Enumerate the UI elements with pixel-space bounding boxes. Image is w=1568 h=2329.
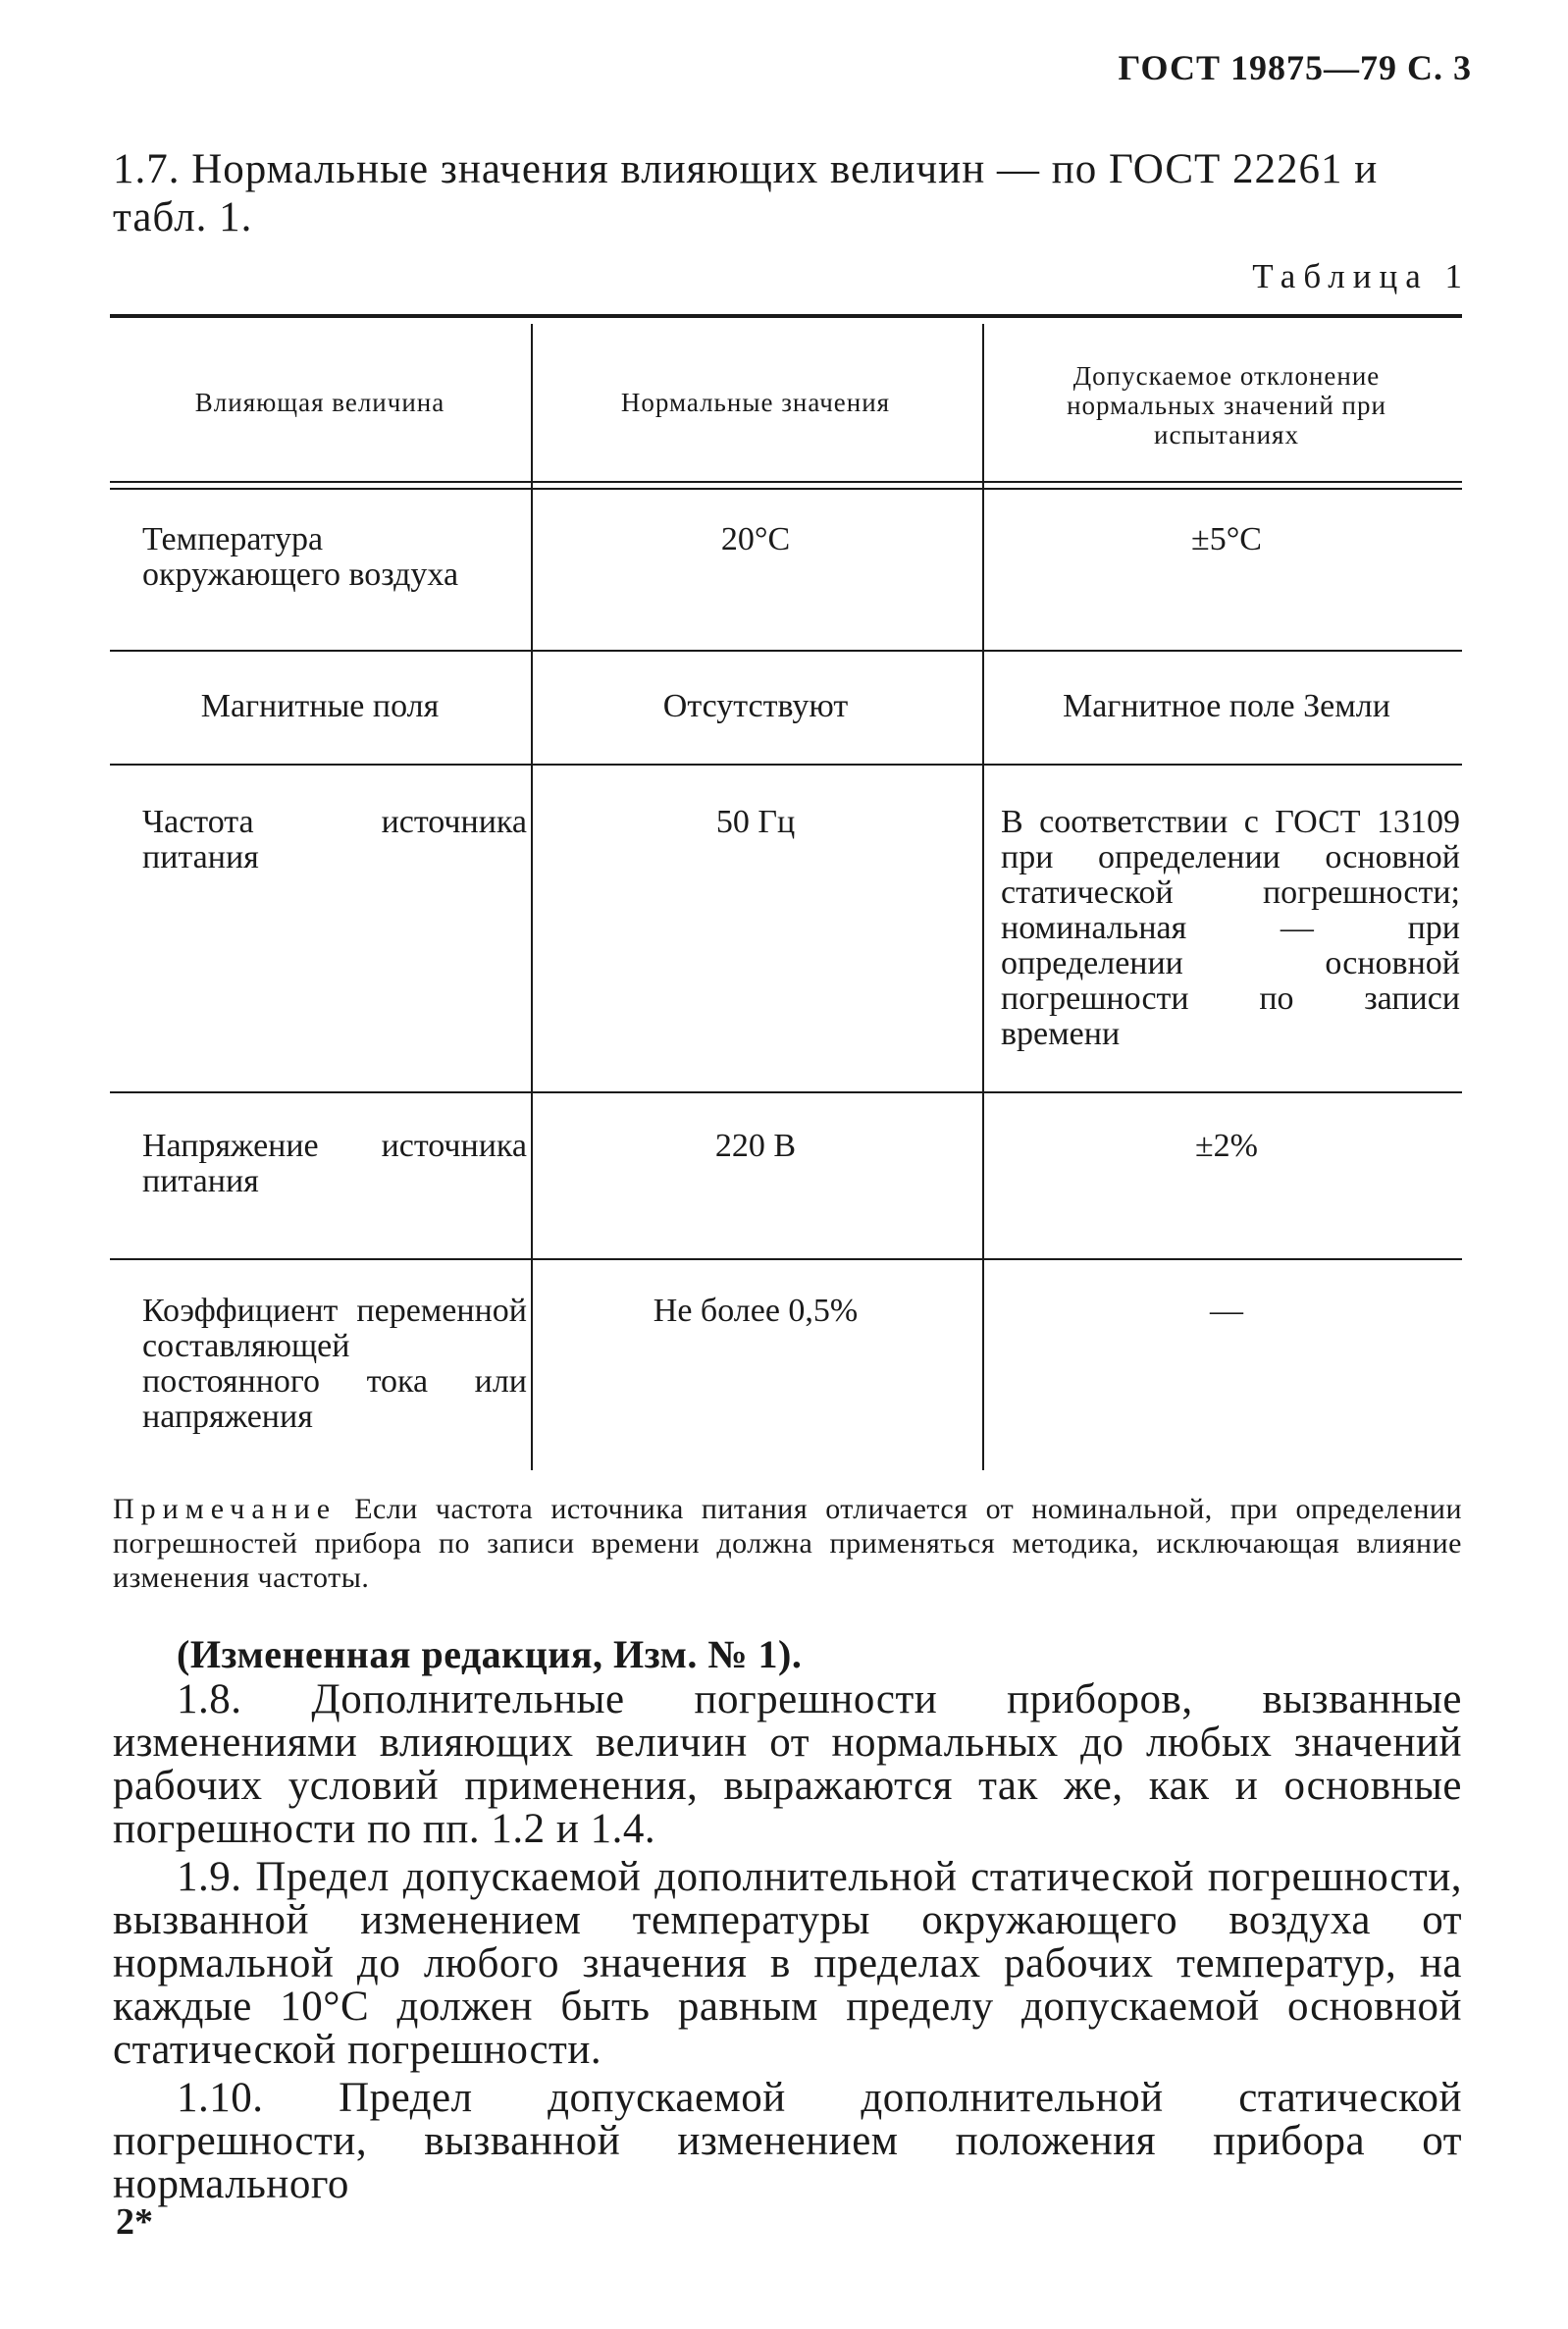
table-row-normal: 20°C: [720, 521, 791, 557]
section-1-8: 1.8. Дополнительные погрешности приборов, вызванные изменениями влияющих величин от нормальных до любых значений рабочих условий применения, выражаются так же, как и основные погрешности по пп. 1.2 и 1.4.: [113, 1676, 1462, 1852]
table-row-quantity: Напряжение источника питания: [142, 1128, 527, 1199]
note-text: Если частота источника питания отличается от номинальной, при определении погрешностей прибора по записи времени должна применяться методика, исключающая влияние изменения частоты.: [113, 1493, 1463, 1594]
row-separator: [110, 1091, 1462, 1093]
table-row-normal: Не более 0,5%: [653, 1293, 859, 1329]
table-row-quantity: Коэффициент переменной составляющей постоянного тока или напряжения: [142, 1293, 527, 1435]
section-1-9: 1.9. Предел допускаемой дополнительной статической погрешности, вызванной изменением температуры окружающего воздуха от нормальной до любого значения в пределах рабочих температур, на каждые 10°C должен быть равным пределу допускаемой основной статической погрешности.: [113, 1854, 1462, 2073]
section-1-7: 1.7. Нормальные значения влияющих величин — по ГОСТ 22261 и табл. 1.: [113, 146, 1379, 240]
page-folio: 2*: [116, 2201, 153, 2243]
table-row-deviation: В соответствии с ГОСТ 13109 при определении основной статической погрешности; номинальная — при определении основной погрешности по записи времени: [1001, 804, 1460, 1052]
row-separator: [110, 1258, 1462, 1260]
table-note: [113, 1492, 1462, 1595]
table-label: Таблица 1: [1252, 257, 1470, 295]
table-row-normal: Отсутствуют: [662, 688, 849, 724]
table-header-deviation: Допускаемое отклонение нормальных значений при испытаниях: [1067, 361, 1386, 450]
table-row-deviation: Магнитное поле Земли: [1063, 688, 1390, 724]
section-1-10: 1.10. Предел допускаемой дополнительной статической погрешности, вызванной изменением положения прибора от нормального: [113, 2075, 1462, 2207]
note-label: Примечание: [113, 1493, 338, 1525]
table-header-rule-second: [110, 488, 1462, 490]
table-header-rule: [110, 481, 1462, 483]
table-row-deviation: ±2%: [1195, 1128, 1258, 1164]
running-head: ГОСТ 19875—79 С. 3: [1118, 48, 1472, 87]
row-separator: [110, 764, 1462, 766]
row-separator: [110, 650, 1462, 652]
table-row-deviation: ±5°C: [1191, 521, 1262, 557]
table-row-quantity: Магнитные поля: [200, 688, 440, 724]
table-top-rule: [110, 314, 1462, 318]
table-row-normal: 50 Гц: [715, 804, 796, 840]
table-header-normal: Нормальные значения: [620, 388, 891, 417]
table-row-deviation: —: [1210, 1293, 1243, 1329]
column-divider: [531, 324, 533, 1470]
table-header-quantity: Влияющая величина: [194, 388, 445, 417]
table-row-quantity: Температура окружающего воздуха: [142, 521, 459, 593]
column-divider: [982, 324, 984, 1470]
table-row-quantity: Частота источника питания: [142, 804, 527, 875]
amendment-note: (Измененная редакция, Изм. № 1).: [177, 1632, 803, 1676]
table-row-normal: 220 В: [714, 1128, 797, 1164]
